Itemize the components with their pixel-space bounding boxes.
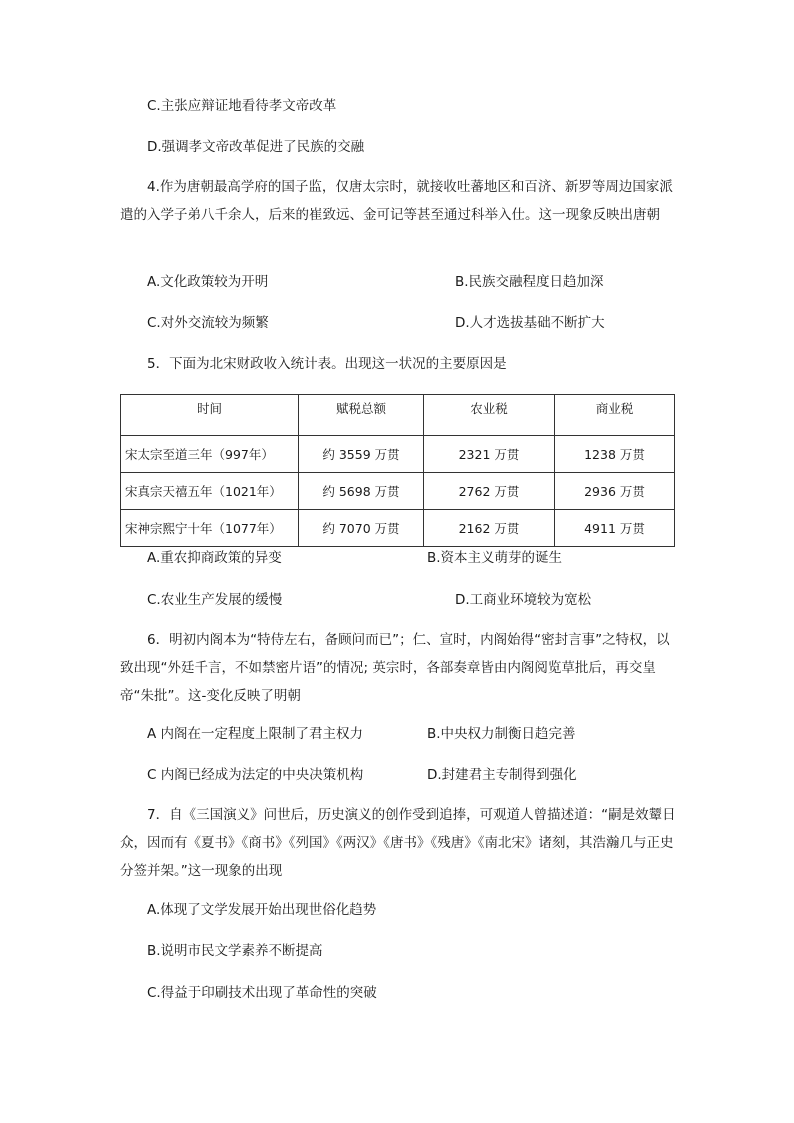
q7-stem: 7．自《三国演义》问世后，历史演义的创作受到追捧，可观道人曾描述道：“嗣是效颦日众，因而有《夏书》《商书》《列国》《两汉》《唐书》《残唐》《南北宋》诸刻，其浩瀚几与正史分签并架。”这一现象的出现 xyxy=(120,807,676,879)
q3-option-d: D.强调孝文帝改革促进了民族的交融 xyxy=(147,139,365,155)
q7-option-c: C.得益于印刷技术出现了革命性的突破 xyxy=(147,985,377,1001)
table-cell: 2321 万贯 xyxy=(424,436,555,473)
q7-option-b: B.说明市民文学素养不断提高 xyxy=(147,943,323,959)
table-header-row xyxy=(121,395,675,436)
q5-stem: 5．下面为北宋财政收入统计表。出现这一状况的主要原因是 xyxy=(147,356,507,372)
table-cell: 约 5698 万贯 xyxy=(299,473,424,510)
q4-option-b: B.民族交融程度日趋加深 xyxy=(455,274,604,290)
q6-option-b: B.中央权力制衡日趋完善 xyxy=(427,726,576,742)
table-header-cell: 赋税总额 xyxy=(299,395,424,436)
table-cell: 宋太宗至道三年（997年） xyxy=(121,436,299,473)
table-row xyxy=(121,510,675,547)
q3-option-c: C.主张应辩证地看待孝文帝改革 xyxy=(147,98,337,114)
tax-revenue-table xyxy=(120,394,675,547)
table-header-cell: 农业税 xyxy=(424,395,555,436)
table-cell: 4911 万贯 xyxy=(555,510,675,547)
table-header-cell: 时间 xyxy=(121,395,299,436)
table-row xyxy=(121,473,675,510)
table-header-cell: 商业税 xyxy=(555,395,675,436)
q4-option-a: A.文化政策较为开明 xyxy=(147,274,269,290)
q7-option-a: A.体现了文学发展开始出现世俗化趋势 xyxy=(147,902,377,918)
table-cell: 1238 万贯 xyxy=(555,436,675,473)
q6-stem: 6．明初内阁本为“特侍左右，备顾问而已”；仁、宣时，内阁始得“密封言事”之特权，以致出现“外廷千言，不如禁密片语”的情况; 英宗时，各部奏章皆由内阁阅览草批后，再交皇帝“朱批”。这-变化反映了明朝 xyxy=(120,632,670,704)
table-row xyxy=(121,436,675,473)
q5-option-c: C.农业生产发展的缓慢 xyxy=(147,592,283,608)
q5-option-b: B.资本主义萌芽的诞生 xyxy=(427,550,563,566)
q6-option-d: D.封建君主专制得到强化 xyxy=(427,767,577,783)
q6-option-a: A 内阁在一定程度上限制了君主权力 xyxy=(147,726,364,742)
table-cell: 约 7070 万贯 xyxy=(299,510,424,547)
table-cell: 2762 万贯 xyxy=(424,473,555,510)
q4-stem: 4.作为唐朝最高学府的国子监，仅唐太宗时，就接收吐蕃地区和百济、新罗等周边国家派遣的入学子弟八千余人，后来的崔致远、金可记等甚至通过科举入仕。这一现象反映出唐朝 xyxy=(120,179,673,223)
q5-option-a: A.重农抑商政策的异变 xyxy=(147,550,282,566)
q4-option-d: D.人才选拔基础不断扩大 xyxy=(455,315,605,331)
q6-option-c: C 内阁已经成为法定的中央决策机构 xyxy=(147,767,364,783)
table-cell: 约 3559 万贯 xyxy=(299,436,424,473)
table-cell: 宋神宗熙宁十年（1077年） xyxy=(121,510,299,547)
table-cell: 2936 万贯 xyxy=(555,473,675,510)
table-cell: 宋真宗天禧五年（1021年） xyxy=(121,473,299,510)
q4-option-c: C.对外交流较为频繁 xyxy=(147,315,269,331)
q5-option-d: D.工商业环境较为宽松 xyxy=(455,592,592,608)
table-cell: 2162 万贯 xyxy=(424,510,555,547)
